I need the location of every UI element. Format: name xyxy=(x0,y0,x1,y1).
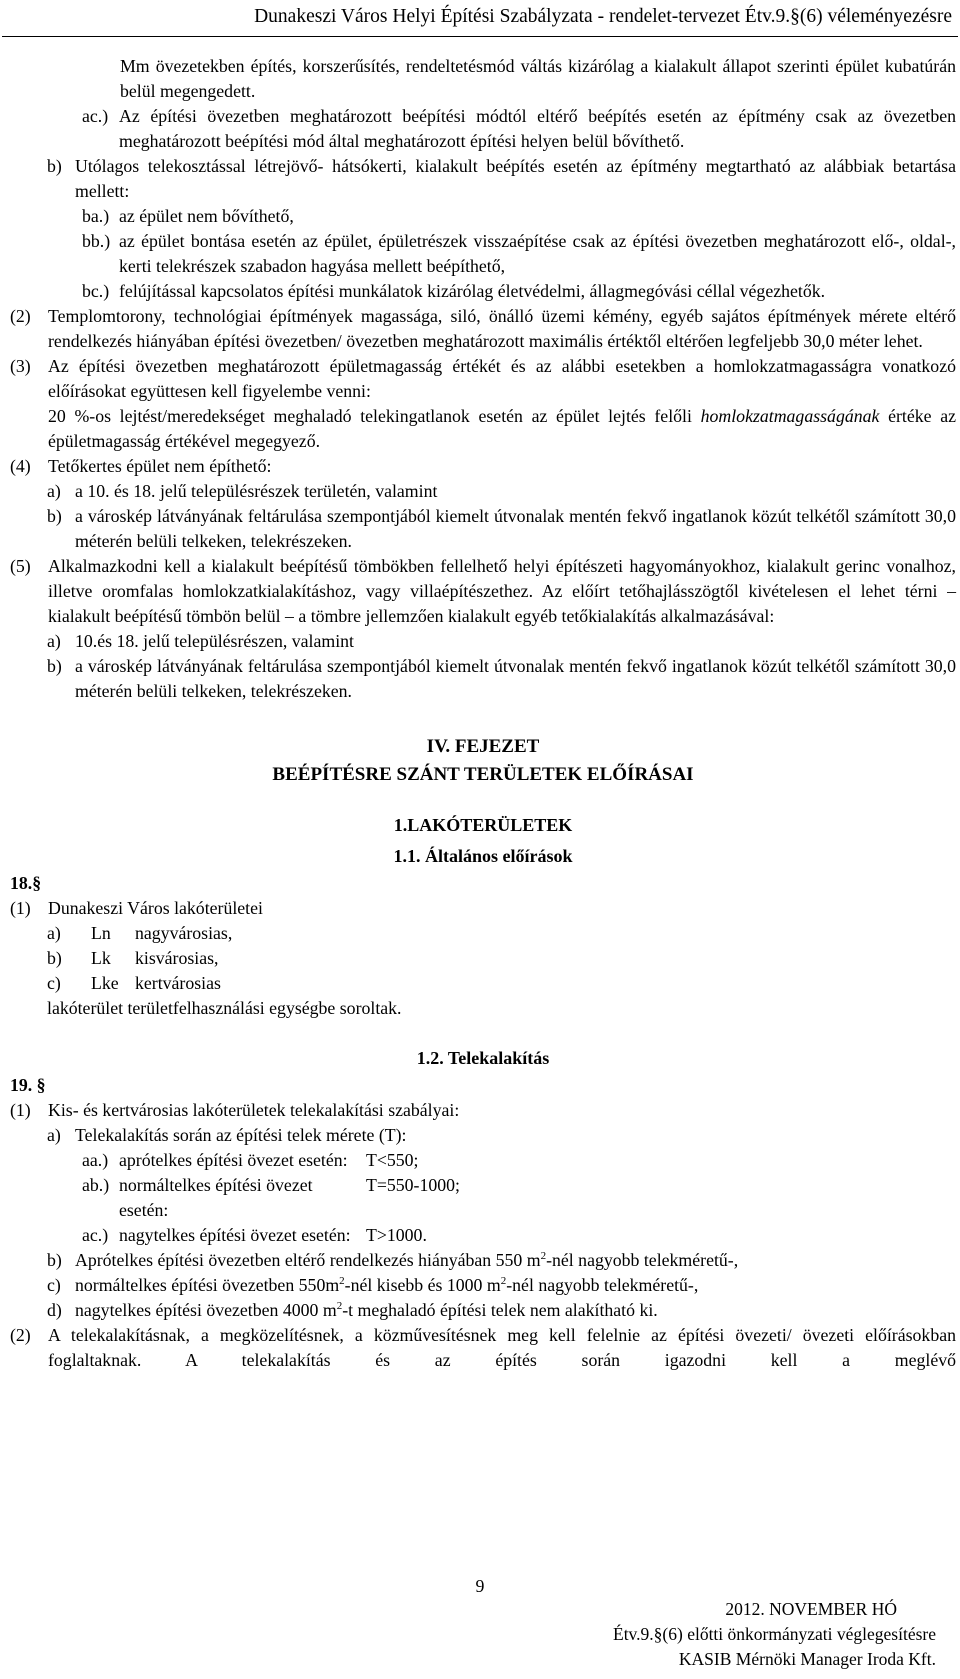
item-text xyxy=(75,1248,956,1273)
item-19-ac xyxy=(82,1223,956,1248)
superscript: 2 xyxy=(540,1250,547,1263)
item-4b xyxy=(47,504,956,554)
item-number: bb.) xyxy=(82,231,111,251)
item-text xyxy=(75,1298,956,1323)
item-text: 10.és 18. jelű településrészen, valamint xyxy=(75,631,354,651)
item-number: a) xyxy=(47,481,61,501)
paragraph-text: Templomtorony, technológiai építmények magassága, siló, önálló üzemi kémény, egyéb sajátos építmények mérete eltérő rendelkezés hiányában építési övezetben/ övezetben meghatározott maximális értéktől eltérően legfeljebb 30,0 méter lehet. xyxy=(48,306,956,351)
item-19-a xyxy=(47,1123,956,1148)
paragraph-4 xyxy=(10,454,956,479)
zone-label: kisvárosias, xyxy=(135,948,219,968)
item-bb xyxy=(82,229,956,279)
item-number: c) xyxy=(47,1275,61,1295)
paragraph-5 xyxy=(10,554,956,629)
paragraph-3 xyxy=(10,354,956,454)
zone-code: Ln xyxy=(91,923,111,943)
superscript: 2 xyxy=(336,1300,343,1313)
superscript: 2 xyxy=(500,1275,507,1288)
item-text-part: -t meghaladó építési telek nem alakítható ki. xyxy=(342,1300,658,1320)
item-label: aprótelkes építési övezet esetén: xyxy=(119,1150,348,1170)
paragraph-number: (2) xyxy=(10,306,31,326)
paragraph-text-italic: homlokzatmagasságának xyxy=(700,406,880,426)
item-text-part: -nél kisebb és 1000 m xyxy=(344,1275,501,1295)
running-header: Dunakeszi Város Helyi Építési Szabályzata - rendelet-tervezet Étv.9.§(6) véleményezésre xyxy=(254,6,952,27)
item-label: normáltelkes építési övezet esetén: xyxy=(119,1175,313,1220)
zone-code: Lk xyxy=(91,948,111,968)
item-19-c xyxy=(47,1273,956,1298)
item-5a xyxy=(47,629,956,654)
subsection-title-telekalakitas: 1.2. Telekalakítás xyxy=(416,1048,550,1068)
item-number: aa.) xyxy=(82,1150,109,1170)
item-number: ac.) xyxy=(82,106,109,126)
item-19-ab xyxy=(82,1173,956,1223)
zone-item-lk xyxy=(47,946,956,971)
item-text: az épület bontása esetén az épület, épületrészek visszaépítése csak az építési övezetben meghatározott elő-, oldal-, kerti telekrészek szabadon hagyása mellett beépíthető, xyxy=(119,231,956,276)
item-number: ab.) xyxy=(82,1175,110,1195)
section-19-heading: 19. § xyxy=(10,1075,46,1095)
item-text: az épület nem bővíthető, xyxy=(119,206,294,226)
footer-date: 2012. NOVEMBER HÓ xyxy=(725,1599,897,1619)
paragraph-text-main: Az építési övezetben meghatározott épületmagasság értékét és az alábbi esetekben a homlokzatmagasságra vonatkozó előírásokat együttesen kell figyelembe venni: xyxy=(48,356,956,401)
item-number: d) xyxy=(47,1300,62,1320)
paragraph-number: (3) xyxy=(10,356,31,376)
item-text: Telekalakítás során az építési telek mérete (T): xyxy=(75,1125,407,1145)
item-number: bc.) xyxy=(82,281,110,301)
item-value: T=550-1000; xyxy=(366,1175,460,1195)
item-number: a) xyxy=(47,1125,61,1145)
paragraph-text: Mm övezetekben építés, korszerűsítés, rendeltetésmód váltás kizárólag a kialakult állapot szerinti épület kubatúrán belül megengedett. xyxy=(120,56,956,101)
item-ba xyxy=(82,204,956,229)
paragraph-text: Kis- és kertvárosias lakóterületek telekalakítási szabályai: xyxy=(48,1100,460,1120)
item-19-d xyxy=(47,1298,956,1323)
paragraph-19-1 xyxy=(10,1098,956,1123)
paragraph-number: (5) xyxy=(10,556,31,576)
section-18-heading: 18.§ xyxy=(10,873,42,893)
item-number: a) xyxy=(47,631,61,651)
item-text xyxy=(75,1273,956,1298)
subsection-title: 1.1. Általános előírások xyxy=(393,846,573,866)
item-value: T>1000. xyxy=(366,1225,427,1245)
paragraph-18-tail: lakóterület területfelhasználási egységbe soroltak. xyxy=(47,998,402,1018)
item-number: ac.) xyxy=(82,1225,109,1245)
zone-code: Lke xyxy=(91,973,119,993)
item-text: felújítással kapcsolatos építési munkálatok kizárólag életvédelmi, állagmegóvási céllal végezhetők. xyxy=(119,281,826,301)
chapter-title: BEÉPÍTÉSRE SZÁNT TERÜLETEK ELŐÍRÁSAI xyxy=(272,764,694,785)
item-number: b) xyxy=(47,1250,62,1270)
item-text: a városkép látványának feltárulása szempontjából kiemelt útvonalak mentén fekvő ingatlanok közút telkétől számított 30,0 méterén belüli telkeken, telekrészeken. xyxy=(75,656,956,701)
item-text: a 10. és 18. jelű településrészek területén, valamint xyxy=(75,481,438,501)
paragraph-text-end: értéke az épületmagasság értékével megegyező. xyxy=(48,406,956,451)
item-number: ba.) xyxy=(82,206,110,226)
paragraph-number: (2) xyxy=(10,1325,31,1345)
item-number: c) xyxy=(47,973,61,993)
item-5b xyxy=(47,654,956,704)
item-number: b) xyxy=(47,506,62,526)
paragraph-text: A telekalakításnak, a megközelítésnek, a közművesítésnek meg kell felelnie az építési övezeti/ övezeti előírásokban foglaltaknak. A telekalakítás és az építés során igazodni kell a meglévő xyxy=(48,1325,956,1370)
item-value: T<550; xyxy=(366,1150,419,1170)
item-number: a) xyxy=(47,923,61,943)
paragraph-number: (1) xyxy=(10,898,31,918)
section-title: 1.LAKÓTERÜLETEK xyxy=(393,815,573,835)
item-text: Utólagos telekosztással létrejövő- hátsókerti, kialakult beépítés esetén az építmény megtartható az alábbiak betartása mellett: xyxy=(75,156,956,201)
item-text: Az építési övezetben meghatározott beépítési módtól eltérő beépítés esetén az építmény csak az övezetben meghatározott beépítési mód által meghatározott építési helyen belül bővíthető. xyxy=(119,106,956,151)
paragraph-text xyxy=(48,354,956,454)
document-body xyxy=(10,54,956,1373)
paragraph-text: Dunakeszi Város lakóterületei xyxy=(48,898,263,918)
paragraph-2 xyxy=(10,304,956,354)
footer-company: KASIB Mérnöki Manager Iroda Kft. xyxy=(678,1649,936,1669)
zone-item-lke xyxy=(47,971,956,996)
zone-label: kertvárosias xyxy=(135,973,221,993)
paragraph-text-cont: 20 %-os lejtést/meredekséget meghaladó telekingatlanok esetén az épület lejtés felőli xyxy=(48,406,692,426)
item-text-part: normáltelkes építési övezetben 550m xyxy=(75,1275,340,1295)
page-number: 9 xyxy=(475,1576,485,1596)
item-bc xyxy=(82,279,956,304)
item-19-aa xyxy=(82,1148,956,1173)
item-19-b xyxy=(47,1248,956,1273)
item-ac xyxy=(82,104,956,154)
item-number: b) xyxy=(47,156,62,176)
item-label: nagytelkes építési övezet esetén: xyxy=(119,1225,351,1245)
paragraph-text: Tetőkertes épület nem építhető: xyxy=(48,456,272,476)
item-text-part: nagytelkes építési övezetben 4000 m xyxy=(75,1300,337,1320)
header-rule xyxy=(2,36,958,37)
footer-status: Étv.9.§(6) előtti önkormányzati véglegesítésre xyxy=(613,1624,936,1644)
item-number: b) xyxy=(47,948,62,968)
chapter-number: IV. FEJEZET xyxy=(426,736,540,757)
paragraph-18-1 xyxy=(10,896,956,921)
item-text-part: Aprótelkes építési övezetben eltérő rendelkezés hiányában 550 m xyxy=(75,1250,541,1270)
item-number: b) xyxy=(47,656,62,676)
zone-label: nagyvárosias, xyxy=(135,923,233,943)
zone-item-ln xyxy=(47,921,956,946)
paragraph-number: (4) xyxy=(10,456,31,476)
item-4a xyxy=(47,479,956,504)
item-b xyxy=(47,154,956,204)
paragraph-number: (1) xyxy=(10,1100,31,1120)
item-text: a városkép látványának feltárulása szempontjából kiemelt útvonalak mentén fekvő ingatlanok közút telkétől számított 30,0 méterén belüli telkeken, telekrészeken. xyxy=(75,506,956,551)
paragraph-mm xyxy=(120,54,956,104)
paragraph-text: Alkalmazkodni kell a kialakult beépítésű tömbökben fellelhető helyi építészeti hagyományokhoz, kialakult gerinc vonalhoz, illetve oromfalas homlokzatkialakításhoz, vagy villaépítészethez. Az előírt tetőhajlásszögtől kivételesen el lehet térni – kialakult beépítésű tömbön belül – a tömbre jellemzően kialakult egyéb tetőkialakítás alkalmazásával: xyxy=(48,556,956,626)
superscript: 2 xyxy=(339,1275,345,1288)
item-text-part: -nél nagyobb telekméretű-, xyxy=(506,1275,699,1295)
item-text-part: -nél nagyobb telekméretű-, xyxy=(546,1250,739,1270)
paragraph-19-2 xyxy=(10,1323,956,1373)
